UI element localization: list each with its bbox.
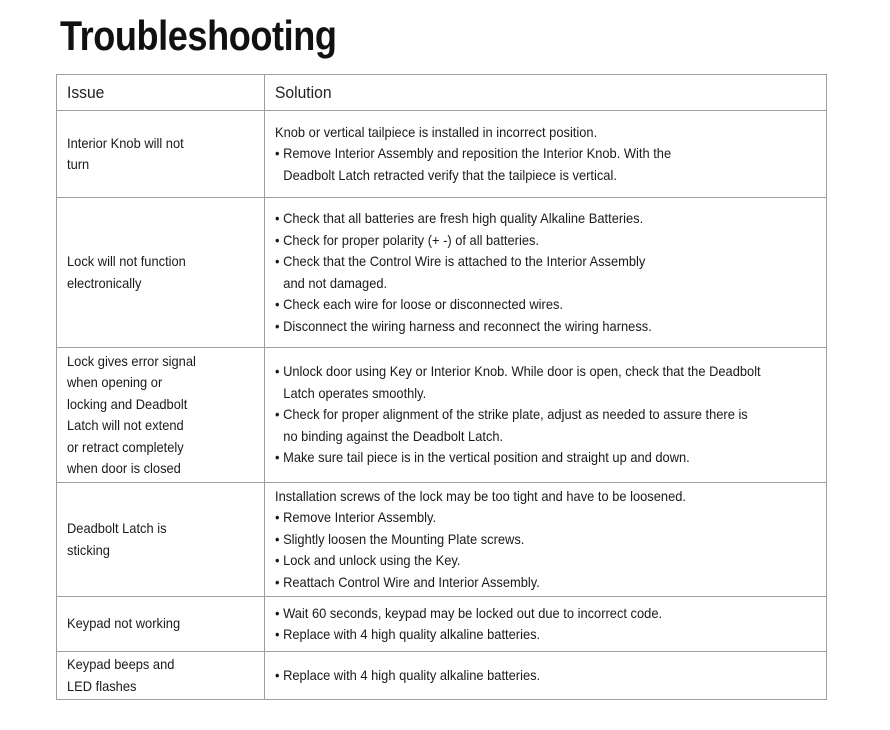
solution-bullet-item: • Remove Interior Assembly. xyxy=(275,509,437,526)
solution-bullet-item: • Replace with 4 high quality alkaline batteries. xyxy=(275,666,541,683)
issue-text-line: when door is closed xyxy=(67,460,181,476)
solution-bullet-item: • Unlock door using Key or Interior Knob. While door is open, check that the Deadbolt xyxy=(275,363,761,380)
solution-bullet-item: • Reattach Control Wire and Interior Assembly. xyxy=(275,573,540,590)
solution-bullet-item: • Lock and unlock using the Key. xyxy=(275,552,461,569)
solution-cell xyxy=(265,198,827,348)
issue-cell xyxy=(57,597,265,652)
solution-bullet-item: • Check for proper polarity (+ -) of all batteries. xyxy=(275,231,540,248)
solution-text-line: Latch operates smoothly. xyxy=(283,384,427,401)
issue-text-line: Keypad not working xyxy=(67,615,181,632)
troubleshooting-table xyxy=(56,74,827,700)
table-header-row xyxy=(57,75,827,111)
solution-text-line: Deadbolt Latch retracted verify that the tailpiece is vertical. xyxy=(283,166,617,183)
issue-cell xyxy=(57,198,265,348)
solution-bullet-item: • Replace with 4 high quality alkaline batteries. xyxy=(275,626,541,642)
issue-text-line: LED flashes xyxy=(67,677,137,694)
solution-bullet-item: • Wait 60 seconds, keypad may be locked out due to incorrect code. xyxy=(275,604,663,621)
table-row xyxy=(57,111,827,198)
solution-text-line: no binding against the Deadbolt Latch. xyxy=(283,427,504,444)
page-title: Troubleshooting xyxy=(60,12,337,59)
solution-bullet-item: • Check that all batteries are fresh high quality Alkaline Batteries. xyxy=(275,210,644,226)
solution-text-line: Installation screws of the lock may be too tight and have to be loosened. xyxy=(275,487,686,504)
issue-column-header: Issue xyxy=(57,75,265,111)
solution-bullet-item: • Check for proper alignment of the strike plate, adjust as needed to assure there is xyxy=(275,406,748,423)
issue-text-line: Lock gives error signal xyxy=(67,352,196,369)
solution-bullet-item: • Check each wire for loose or disconnected wires. xyxy=(275,296,564,312)
issue-text-line: sticking xyxy=(67,541,110,558)
issue-text-line: electronically xyxy=(67,274,142,291)
solution-bullet-item: • Slightly loosen the Mounting Plate screws. xyxy=(275,530,525,547)
troubleshooting-table-body xyxy=(57,75,827,700)
issue-text-line: Latch will not extend xyxy=(67,417,184,433)
solution-bullet-item: • Make sure tail piece is in the vertical position and straight up and down. xyxy=(275,449,690,466)
issue-text-line: Deadbolt Latch is xyxy=(67,520,167,536)
table-row xyxy=(57,198,827,348)
issue-text-line: turn xyxy=(67,156,90,172)
solution-cell xyxy=(265,597,827,652)
solution-bullet-item: • Remove Interior Assembly and reposition the Interior Knob. With the xyxy=(275,145,672,162)
table-row xyxy=(57,483,827,597)
issue-cell xyxy=(57,111,265,198)
solution-cell xyxy=(265,111,827,198)
issue-text-line: Interior Knob will not xyxy=(67,134,184,151)
issue-cell xyxy=(57,348,265,483)
solution-cell xyxy=(265,652,827,700)
solution-bullet-item: • Check that the Control Wire is attached to the Interior Assembly xyxy=(275,253,646,269)
table-row xyxy=(57,597,827,652)
solution-cell xyxy=(265,348,827,483)
issue-text-line: locking and Deadbolt xyxy=(67,395,188,412)
issue-cell xyxy=(57,483,265,597)
solution-bullet-item: • Disconnect the wiring harness and reconnect the wiring harness. xyxy=(275,317,652,334)
issue-text-line: Lock will not function xyxy=(67,253,186,269)
issue-text-line: when opening or xyxy=(67,374,163,390)
solution-column-header: Solution xyxy=(265,75,827,111)
table-row xyxy=(57,348,827,483)
issue-text-line: Keypad beeps and xyxy=(67,656,175,672)
solution-text-line: Knob or vertical tailpiece is installed in incorrect position. xyxy=(275,123,598,140)
issue-text-line: or retract completely xyxy=(67,438,184,455)
solution-text-line: and not damaged. xyxy=(283,274,388,291)
table-row xyxy=(57,652,827,700)
solution-cell xyxy=(265,483,827,597)
issue-cell xyxy=(57,652,265,700)
